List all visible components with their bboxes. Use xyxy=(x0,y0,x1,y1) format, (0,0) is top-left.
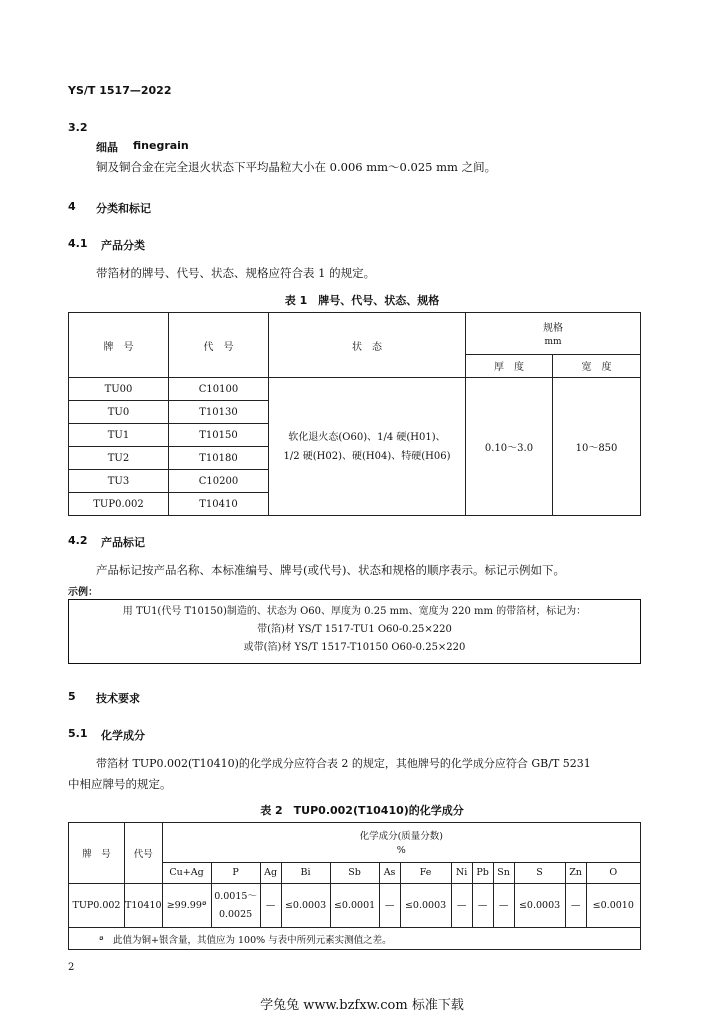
t1-row0-code: C10100 xyxy=(169,378,269,401)
t1-temper-line2: 1/2 硬(H02)、硬(H04)、特硬(H06) xyxy=(283,450,451,462)
t2-header-comp-label: 化学成分(质量分数) xyxy=(359,831,443,843)
t2-header-comp-unit: % xyxy=(396,845,406,857)
table1 xyxy=(68,312,641,516)
t1-row2-grade: TU1 xyxy=(69,424,169,447)
t1-width-value: 10～850 xyxy=(553,378,641,516)
section-5-number: 5 xyxy=(68,690,76,703)
section-5-1-title: 化学成分 xyxy=(101,729,145,742)
t2-val-as: — xyxy=(379,884,400,928)
section-4-1-title: 产品分类 xyxy=(101,239,145,252)
example-line1: 用 TU1(代号 T10150)制造的、状态为 O60、厚度为 0.25 mm、宽度为 220 mm 的带箔材，标记为： xyxy=(122,606,587,617)
t2-el-cu-ag: Cu+Ag xyxy=(162,862,211,883)
table1-caption: 表 1 牌号、代号、状态、规格 xyxy=(284,294,440,307)
doc-code-header: YS/T 1517—2022 xyxy=(68,84,172,97)
t1-row2-code: T10150 xyxy=(169,424,269,447)
t1-header-grade: 牌 号 xyxy=(69,313,169,378)
t2-val-o: ≤0.0010 xyxy=(586,884,640,928)
t1-temper-cell xyxy=(269,378,466,516)
section-5-1-text-line1: 带箔材 TUP0.002(T10410)的化学成分应符合表 2 的规定，其他牌号的化学成分应符合 GB/T 5231 xyxy=(96,757,591,770)
t1-row1-grade: TU0 xyxy=(69,401,169,424)
section-5-1-number: 5.1 xyxy=(68,727,88,740)
t2-el-ag: Ag xyxy=(260,862,281,883)
section-5-1-text-line2: 中相应牌号的规定。 xyxy=(68,777,172,791)
t1-row1-code: T10130 xyxy=(169,401,269,424)
section-4-2-title: 产品标记 xyxy=(101,536,145,549)
t2-val-ni: — xyxy=(451,884,472,928)
example-line2: 带(箔)材 YS/T 1517-TU1 O60-0.25×220 xyxy=(257,624,452,635)
page-number: 2 xyxy=(68,962,75,973)
t1-row4-grade: TU3 xyxy=(69,470,169,493)
t1-row0-grade: TU00 xyxy=(69,378,169,401)
t1-row3-code: T10180 xyxy=(169,447,269,470)
example-box xyxy=(68,599,641,664)
t2-footnote: ª 此值为铜+银含量，其值应为 100% 与表中所列元素实测值之差。 xyxy=(69,928,641,950)
t2-val-p: 0.0015～ 0.0025 xyxy=(211,884,260,928)
example-label: 示例： xyxy=(68,587,98,598)
t2-el-fe: Fe xyxy=(400,862,451,883)
t2-el-ni: Ni xyxy=(451,862,472,883)
t1-header-spec xyxy=(466,313,641,355)
t2-val-sb: ≤0.0001 xyxy=(330,884,379,928)
t2-val-pb: — xyxy=(472,884,493,928)
section-5-title: 技术要求 xyxy=(96,692,140,705)
example-line3: 或带(箔)材 YS/T 1517-T10150 O60-0.25×220 xyxy=(243,642,466,653)
t2-val-ag: — xyxy=(260,884,281,928)
t2-el-p: P xyxy=(211,862,260,883)
table2-caption: 表 2 TUP0.002(T10410)的化学成分 xyxy=(260,804,464,817)
t2-val-cu-ag: ≥99.99ª xyxy=(162,884,211,928)
section-4-1-number: 4.1 xyxy=(68,237,88,250)
t2-code-value: T10410 xyxy=(125,884,163,928)
t1-header-spec-unit: mm xyxy=(544,337,562,348)
t2-el-zn: Zn xyxy=(565,862,586,883)
t2-el-pb: Pb xyxy=(472,862,493,883)
t2-el-sb: Sb xyxy=(330,862,379,883)
t2-el-s: S xyxy=(514,862,565,883)
t1-row5-code: T10410 xyxy=(169,493,269,516)
t2-val-fe: ≤0.0003 xyxy=(400,884,451,928)
t2-val-sn: — xyxy=(493,884,514,928)
t2-header-code: 代号 xyxy=(125,823,163,884)
section-4-number: 4 xyxy=(68,200,76,213)
term-cn: 细晶 xyxy=(96,141,118,154)
t2-header-grade: 牌 号 xyxy=(69,823,125,884)
t1-row3-grade: TU2 xyxy=(69,447,169,470)
t1-header-code: 代 号 xyxy=(169,313,269,378)
t2-val-s: ≤0.0003 xyxy=(514,884,565,928)
section-4-title: 分类和标记 xyxy=(96,202,151,215)
t2-el-as: As xyxy=(379,862,400,883)
t1-header-thickness: 厚 度 xyxy=(466,354,553,377)
t2-val-bi: ≤0.0003 xyxy=(281,884,330,928)
section-4-2-text: 产品标记按产品名称、本标准编号、牌号(或代号)、状态和规格的顺序表示。标记示例如下。 xyxy=(96,563,565,577)
section-3-2-number: 3.2 xyxy=(68,121,88,134)
t2-val-zn: — xyxy=(565,884,586,928)
t2-grade-value: TUP0.002 xyxy=(69,884,125,928)
t1-row4-code: C10200 xyxy=(169,470,269,493)
t1-row5-grade: TUP0.002 xyxy=(69,493,169,516)
watermark-text: 学兔兔 www.bzfxw.com 标准下载 xyxy=(260,998,464,1013)
table2 xyxy=(68,822,641,950)
t1-thickness-value: 0.10～3.0 xyxy=(466,378,553,516)
t2-el-o: O xyxy=(586,862,640,883)
t1-header-temper: 状 态 xyxy=(269,313,466,378)
t1-header-spec-label: 规格 xyxy=(543,323,563,335)
t1-header-width: 宽 度 xyxy=(553,354,641,377)
t2-header-composition xyxy=(162,823,640,863)
term-definition: 铜及铜合金在完全退火状态下平均晶粒大小在 0.006 mm～0.025 mm 之间。 xyxy=(96,160,497,174)
section-4-2-number: 4.2 xyxy=(68,534,88,547)
t2-el-sn: Sn xyxy=(493,862,514,883)
term-en: finegrain xyxy=(133,139,189,152)
t1-temper-line1: 软化退火态(O60)、1/4 硬(H01)、 xyxy=(288,431,446,443)
t2-el-bi: Bi xyxy=(281,862,330,883)
section-4-1-text: 带箔材的牌号、代号、状态、规格应符合表 1 的规定。 xyxy=(96,266,376,280)
